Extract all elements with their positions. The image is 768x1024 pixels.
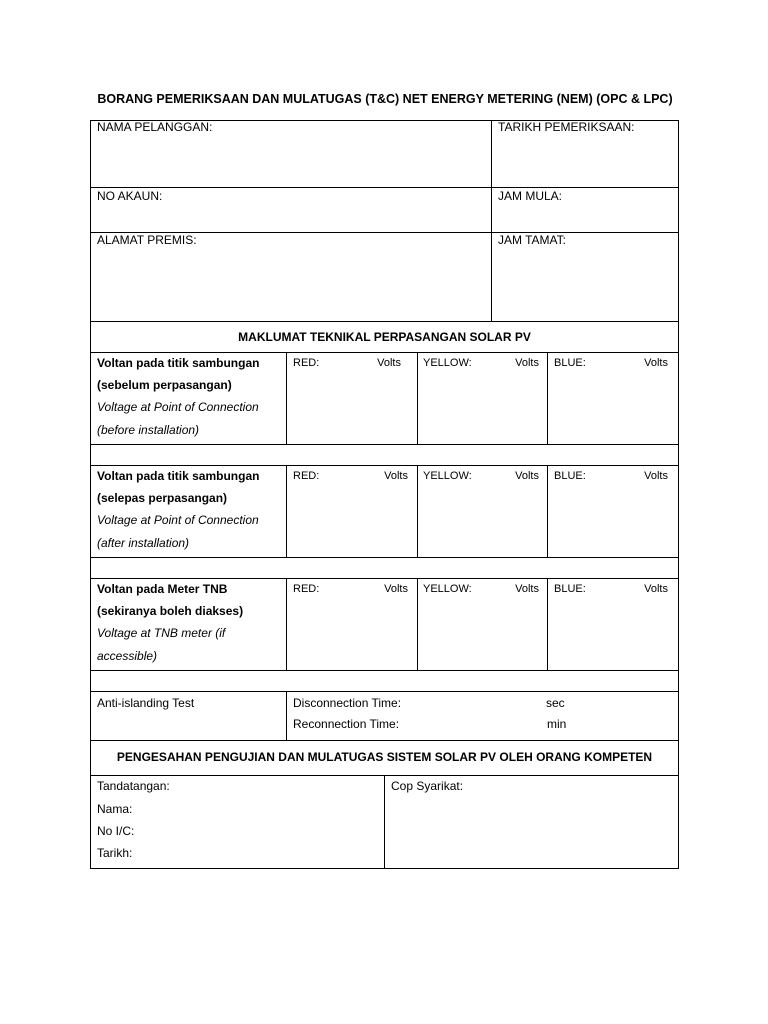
red-phase-unit: Volts <box>377 357 401 369</box>
yellow-phase-label: YELLOW: <box>423 470 472 482</box>
signature-label: Tandatangan: <box>97 779 170 793</box>
blue-phase-unit: Volts <box>644 470 668 482</box>
voltage-row-subtitle: (selepas perpasangan) <box>97 491 228 505</box>
start-time-label: JAM MULA: <box>498 189 563 203</box>
end-time-label: JAM TAMAT: <box>498 233 567 247</box>
voltage-row-english-subtitle: (before installation) <box>97 423 200 437</box>
disconnection-time-label: Disconnection Time: <box>293 696 402 710</box>
yellow-phase-label: YELLOW: <box>423 583 472 595</box>
blue-phase-label: BLUE: <box>554 470 586 482</box>
anti-islanding-label: Anti-islanding Test <box>97 696 195 710</box>
voltage-row-english-title: Voltage at Point of Connection <box>97 400 259 414</box>
verification-section-header: PENGESAHAN PENGUJIAN DAN MULATUGAS SISTEM SOLAR PV OLEH ORANG KOMPETEN <box>116 750 653 764</box>
blue-phase-unit: Volts <box>644 357 668 369</box>
company-stamp-label: Cop Syarikat: <box>391 779 464 793</box>
yellow-phase-unit: Volts <box>515 470 539 482</box>
voltage-row-title: Voltan pada titik sambungan <box>97 356 260 370</box>
customer-name-label: NAMA PELANGGAN: <box>97 120 213 134</box>
reconnection-time-label: Reconnection Time: <box>293 717 400 731</box>
inspection-date-label: TARIKH PEMERIKSAAN: <box>498 120 635 134</box>
red-phase-label: RED: <box>293 357 320 369</box>
red-phase-label: RED: <box>293 583 320 595</box>
blue-phase-unit: Volts <box>644 583 668 595</box>
voltage-row-english-title: Voltage at TNB meter (if <box>97 626 226 640</box>
name-label: Nama: <box>97 802 133 816</box>
yellow-phase-unit: Volts <box>515 357 539 369</box>
voltage-row-english-subtitle: (after installation) <box>97 536 190 550</box>
voltage-row-english-subtitle: accessible) <box>97 649 158 663</box>
blue-phase-label: BLUE: <box>554 357 586 369</box>
voltage-row-subtitle: (sebelum perpasangan) <box>97 378 232 392</box>
account-number-label: NO AKAUN: <box>97 189 163 203</box>
date-label: Tarikh: <box>97 846 133 860</box>
disconnection-time-unit: sec <box>546 696 565 710</box>
red-phase-unit: Volts <box>384 470 408 482</box>
red-phase-label: RED: <box>293 470 320 482</box>
voltage-row-english-title: Voltage at Point of Connection <box>97 513 259 527</box>
reconnection-time-unit: min <box>547 717 567 731</box>
yellow-phase-label: YELLOW: <box>423 357 472 369</box>
ic-number-label: No I/C: <box>97 824 135 838</box>
technical-section-header: MAKLUMAT TEKNIKAL PERPASANGAN SOLAR PV <box>238 330 531 344</box>
yellow-phase-unit: Volts <box>515 583 539 595</box>
voltage-row-subtitle: (sekiranya boleh diakses) <box>97 604 244 618</box>
blue-phase-label: BLUE: <box>554 583 586 595</box>
voltage-row-title: Voltan pada titik sambungan <box>97 469 260 483</box>
premise-address-label: ALAMAT PREMIS: <box>97 233 197 247</box>
red-phase-unit: Volts <box>384 583 408 595</box>
voltage-row-title: Voltan pada Meter TNB <box>97 582 228 596</box>
form-title: BORANG PEMERIKSAAN DAN MULATUGAS (T&C) NET ENERGY METERING (NEM) (OPC & LPC) <box>97 92 673 106</box>
